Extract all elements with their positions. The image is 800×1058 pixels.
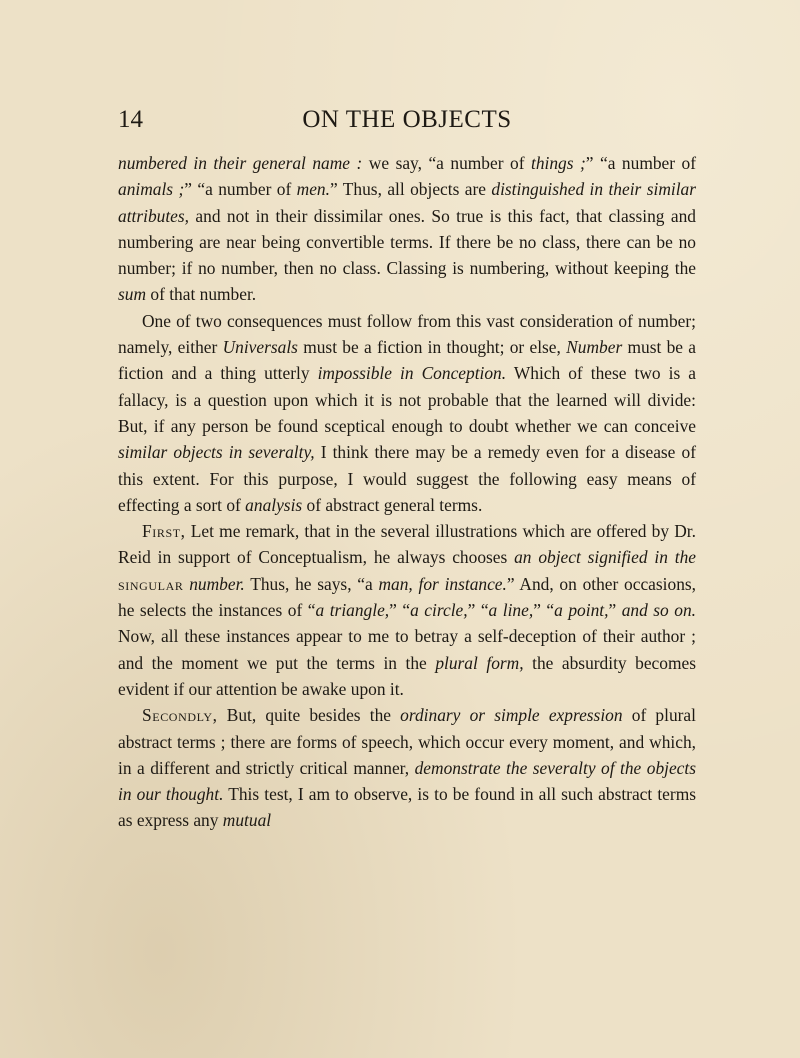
italic-text: a line, [488,600,534,621]
italic-text: plural form, [435,652,524,673]
text-run: Now, all these instances appear to me to betray a self-deception of their author ; and the moment we put the terms in the [118,626,696,673]
text-run: ” Thus, all objects are [329,179,492,200]
italic-text: analysis [245,494,303,515]
italic-text: an object signified in the [514,547,696,568]
italic-text: numbered in their general name : [118,153,363,173]
running-title: ON THE OBJECTS [302,106,512,133]
italic-text: a triangle, [315,600,390,621]
text-run: Which of these two is a fallacy, is a question upon which it is not probable that the learned will divide: But, if any person be found sceptical enough to doubt whether we can conceive [118,363,697,436]
text-run: ” And, on other occasions, he selects the instances of “ [118,573,697,621]
text-run: ” [608,600,622,621]
italic-text: Number [566,337,623,358]
italic-text: ordinary or simple expression [400,705,623,726]
italic-text: men. [296,179,330,200]
text-run: I think there may be a remedy even for a disease of this extent. For this purpose, I would suggest the following easy means of effecting a sort of [118,442,696,515]
text-run: ” “a number of [585,153,697,173]
paragraph [118,308,696,518]
text-run: we say, “a number of [362,153,531,173]
italic-text: and so on. [621,600,696,621]
small-caps-text: singular [118,573,184,594]
text-run: But, quite besides the [217,705,401,726]
paragraph [118,702,696,833]
text-run: the absurdity becomes evident if our attention be awake upon it. [118,652,696,699]
text-run: ” “ [467,600,489,621]
italic-text: distinguished in their similar attributes, [118,179,696,226]
text-run: One of two consequences must follow from this vast consideration of number; namely, either [118,310,696,358]
small-caps-text: Secondly, [142,705,218,726]
text-run: This test, I am to observe, is to be found in all such abstract terms as express any [118,784,696,831]
text-run: ” “ [389,600,411,621]
page-header [118,103,696,137]
italic-text: impossible in Conception. [317,363,507,384]
text-run: ” “a number of [184,179,297,200]
text-run: Thus, he says, “a [244,573,379,594]
paragraph [118,150,696,308]
italic-text: a point, [554,600,609,621]
text-run: of that number. [146,284,257,305]
italic-text: man, for instance. [378,573,507,594]
italic-text: number. [183,573,245,594]
italic-text: similar objects in severalty, [118,442,315,463]
italic-text: animals ; [118,179,185,200]
text-run: and not in their dissimilar ones. So true is this fact, that classing and numbering are near being convertible terms. If there be no class, there can be no number; if no number, then no class. Classing is numbering, without keeping the [118,205,696,279]
page-number: 14 [118,106,143,133]
text-run: of abstract general terms. [302,494,483,515]
body-text [118,150,696,834]
italic-text: mutual [222,810,272,831]
text-run: of plural abstract terms ; there are forms of speech, which occur every moment, and which, in a different and strictly critical manner, [118,705,696,778]
text-run: must be a fiction in thought; or else, [297,337,567,358]
paragraph [118,518,696,702]
text-run: ” “ [533,600,555,621]
italic-text: Universals [222,337,298,358]
text-run: must be a fiction and a thing utterly [118,337,697,384]
small-caps-text: First, [142,521,186,542]
text-run: Let me remark, that in the several illustrations which are offered by Dr. Reid in support of Conceptualism, he always chooses [118,521,696,568]
italic-text: a circle, [410,600,468,621]
italic-text: sum [118,284,147,305]
italic-text: demonstrate the severalty of the objects in our thought. [118,757,697,805]
italic-text: things ; [530,153,586,173]
